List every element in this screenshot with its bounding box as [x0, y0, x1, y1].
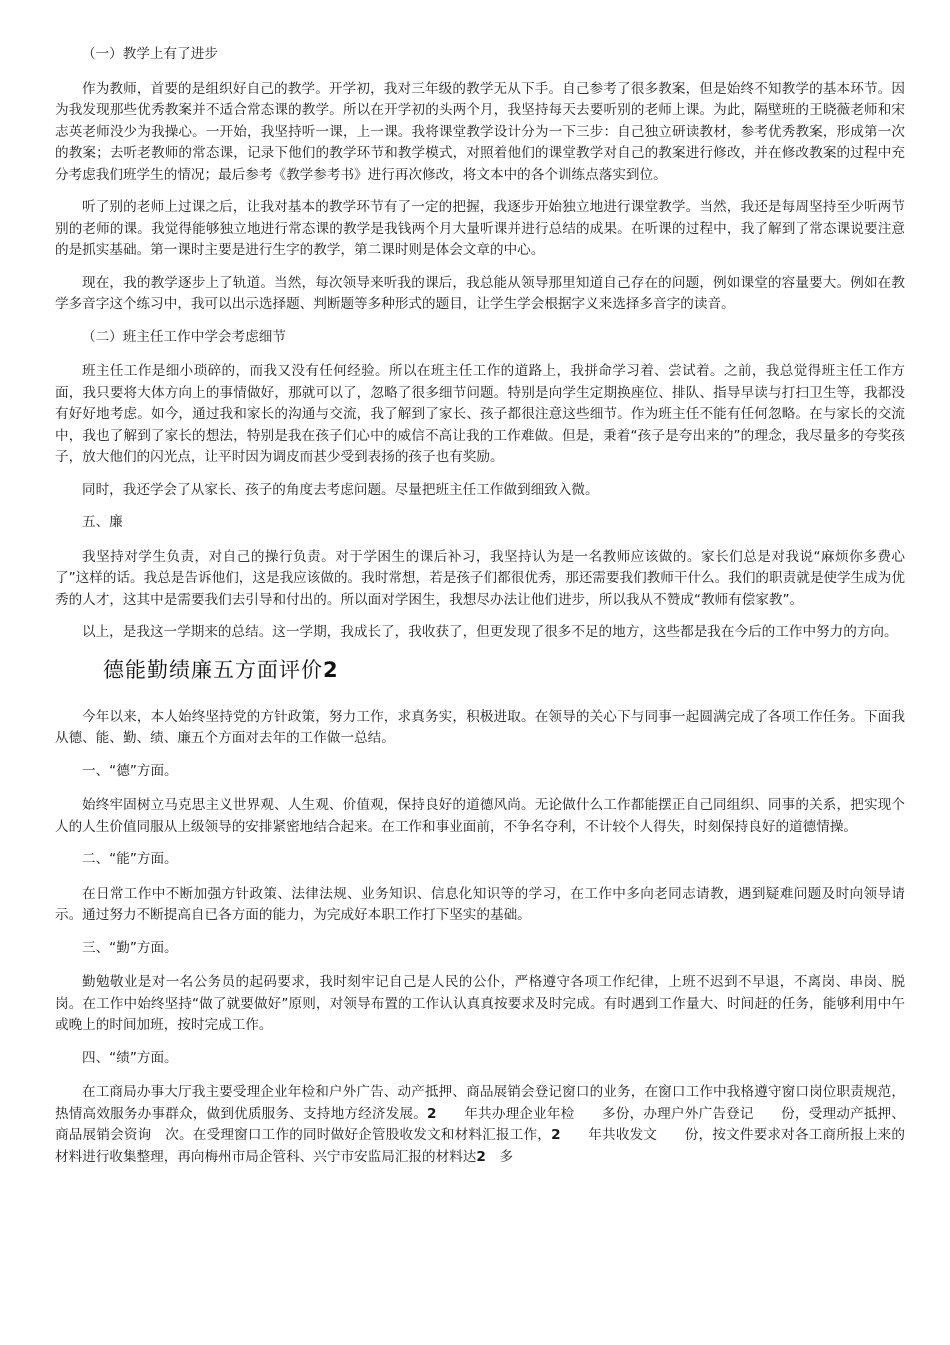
document-title-number: 2 — [323, 657, 339, 682]
document-body — [55, 44, 905, 1179]
document-title — [55, 655, 905, 685]
paragraph: 听了别的老师上过课之后，让我对基本的教学环节有了一定的把握，我逐步开始独立地进行课堂教学。当然，我还是每周坚持至少听两节别的老师的课。我觉得能够独立地进行常态课的教学是我钱两个月大量听课并进行总结的成果。在听课的过程中，我了解到了常态课说要注意的是抓实基础。第一课时主要是进行生字的教学，第二课时则是体会文章的中心。 — [55, 199, 905, 258]
paragraph: 以上，是我这一学期来的总结。这一学期，我成长了，我收获了，但更发现了很多不足的地方，这些都是我在今后的工作中努力的方向。 — [82, 624, 898, 640]
paragraph: 班主任工作是细小琐碎的，而我又没有任何经验。所以在班主任工作的道路上，我拼命学习着、尝试着。之前，我总觉得班主任工作方面，我只要将大体方向上的事情做好，那就可以了，忽略了很多细节问题。特别是向学生定期换座位、排队、指导早读与打扫卫生等，我都没有好好地考虑。如今，通过我和家长的沟通与交流，我了解到了家长、孩子都很注意这些细节。作为班主任不能有任何忽略。在与家长的交流中，我也了解到了家长的想法，特别是我在孩子们心中的威信不高让我的工作难做。但是，秉着“孩子是夸出来的”的理念，我尽量多的夸奖孩子，放大他们的闪光点，让平时因为调皮而甚少受到表扬的孩子也有奖励。 — [55, 363, 905, 465]
section-heading-diligence: 三、“勤”方面。 — [82, 939, 178, 956]
section-heading-performance: 四、“绩”方面。 — [82, 1049, 178, 1066]
text-segment: 多 — [485, 1148, 514, 1165]
number-segment: 2 — [551, 1127, 561, 1143]
paragraph: 现在，我的教学逐步上了轨道。当然，每次领导来听我的课后，我总能从领导那里知道自己存在的问题，例如课堂的容量要大。例如在教学多音字这个练习中，我可以出示选择题、判断题等多种形式的题目，让学生学会根据字义来选择多音字的读音。 — [55, 274, 905, 312]
paragraph: 在日常工作中不断加强方针政策、法律法规、业务知识、信息化知识等的学习，在工作中多向老同志请教，遇到疑难问题及时向领导请示。通过努力不断提高自已各方面的能力，为完成好本职工作打下坚实的基础。 — [55, 885, 905, 923]
text-segment: 在工商局办事大厅我主要受理企业年检和户外广告、动产抵押、商品展销会登记窗口的业务，在窗口工作中我格遵守窗口岗位职责规范，热情高效服务办事群众，做到优质服务、支持地方经济发展。 — [55, 1084, 905, 1122]
paragraph: 今年以来，本人始终坚持党的方针政策，努力工作，求真务实，积极进取。在领导的关心下与同事一起圆满完成了各项工作任务。下面我从德、能、勤、绩、廉五个方面对去年的工作做一总结。 — [55, 708, 905, 746]
document-title-text: 德能勤绩廉五方面评价 — [103, 657, 323, 682]
paragraph: 勤勉敬业是对一名公务员的起码要求，我时刻牢记自己是人民的公仆，严格遵守各项工作纪律，上班不迟到不早退，不离岗、串岗、脱岗。在工作中始终坚持“做了就要做好”原则，对领导布置的工作认认真真按要求及时完成。有时遇到工作量大、时间赶的任务，能够利用中午或晚上的时间加班，按时完成工作。 — [55, 974, 905, 1033]
number-segment: 2 — [427, 1105, 437, 1122]
text-segment: 年共办理企业年检 多份，办理户外广告登记 份，受理动产抵押、商品展销会资询 次。在受理窗口工作的同时做好企管股收发文和材料汇报工作， — [55, 1105, 906, 1143]
number-segment: 2 — [476, 1148, 486, 1165]
text-segment: 年共收发文 份，按文件要求对各工商所报上来的材料进行收集整理，再向梅州市局企管科、兴宁市安监局汇报的材料达 — [55, 1127, 906, 1165]
section-heading-ability: 二、“能”方面。 — [82, 851, 178, 867]
section-heading-class-teacher: （二）班主任工作中学会考虑细节 — [82, 328, 286, 345]
paragraph-performance — [55, 1082, 905, 1168]
paragraph: 我坚持对学生负责，对自己的操行负责。对于学困生的课后补习，我坚持认为是一名教师应该做的。家长们总是对我说“麻烦你多费心了”这样的话。我总是告诉他们，这是我应该做的。我时常想，若是孩子们都很优秀，那还需要我们教师干什么。我们的职责就是使学生成为优秀的人才，这其中是需要我们去引导和付出的。所以面对学困生，我想尽办法让他们进步，所以我从不赞成“教师有偿家教”。 — [55, 548, 905, 608]
paragraph: 始终牢固树立马克思主义世界观、人生观、价值观，保持良好的道德风尚。无论做什么工作都能摆正自己同组织、同事的关系，把实现个人的人生价值同服从上级领导的安排紧密地结合起来。在工作和事业面前，不争名夺利，不计较个人得失，时刻保持良好的道德情操。 — [55, 797, 905, 835]
section-heading-teaching: （一）教学上有了进步 — [82, 46, 218, 62]
section-heading-morality: 一、“德”方面。 — [82, 762, 178, 779]
paragraph: 作为教师，首要的是组织好自己的教学。开学初，我对三年级的教学无从下手。自己参考了很多教案，但是始终不知教学的基本环节。因为我发现那些优秀教案并不适合常态课的教学。所以在开学初的头两个月，我坚持每天去要听别的老师上课。为此，隔壁班的王晓薇老师和宋志英老师没少为我操心。一开始，我坚持听一课，上一课。我将课堂教学设计分为一下三步：自己独立研读教材，参考优秀教案，形成第一次的教案；去听老教师的常态课，记录下他们的教学环节和教学模式，对照着他们的课堂教学对自己的教案进行修改，并在修改教案的过程中充分考虑我们班学生的情况；最后参考《教学参考书》进行再次修改，将文本中的各个训练点落实到位。 — [55, 80, 905, 183]
section-heading-integrity: 五、廉 — [82, 514, 123, 530]
paragraph: 同时，我还学会了从家长、孩子的角度去考虑问题。尽量把班主任工作做到细致入微。 — [82, 481, 599, 498]
